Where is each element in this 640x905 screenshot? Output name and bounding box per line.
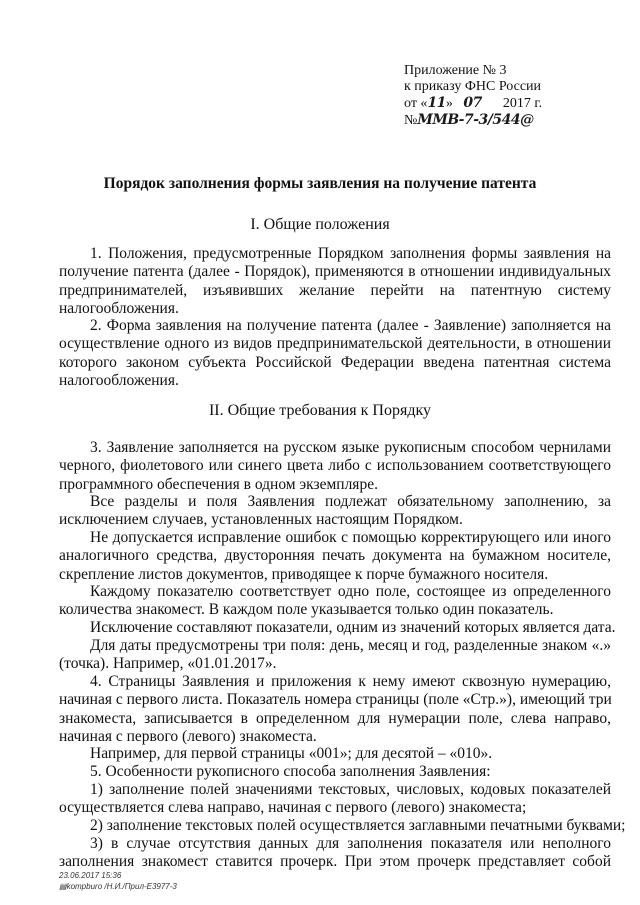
paragraph-14: 3) в случае отсутствия данных для заполнения показателя или неполного заполнения знакомест ставится прочерк. При этом прочерк представляет собой <box>59 835 611 871</box>
paragraph-12: 1) заполнение полей значениями текстовых, числовых, кодовых показателей осуществляется слева направо, начиная с первого (левого) знакоместа; <box>59 781 611 817</box>
appendix-number: Приложение № 3 <box>404 63 507 78</box>
footer-file-reference: ▤kompburo /Н.И./Прил-E3977-3 <box>59 882 177 891</box>
paragraph-4: Все разделы и поля Заявления подлежат обязательному заполнению, за исключением случаев, установленных настоящим Порядком. <box>59 493 611 529</box>
scan-footer <box>59 870 177 892</box>
paragraph-3: 3. Заявление заполняется на русском языке рукописным способом чернилами черного, фиолетового или синего цвета либо с использованием соответствующего программного обеспечения в одном экземпляре. <box>59 439 611 493</box>
paragraph-8: Для даты предусмотрены три поля: день, месяц и год, разделенные знаком «.» (точка). Например, «01.01.2017». <box>59 637 611 673</box>
paragraph-9: 4. Страницы Заявления и приложения к нему имеют сквозную нумерацию, начиная с первого листа. Показатель номера страницы (поле «Стр.»), имеющий три знакоместа, записывается в определенном для нумерации поле, слева направо, начиная с первого (левого) знакоместа. <box>59 673 612 746</box>
section-heading-general: I. Общие положения <box>250 216 390 233</box>
handwritten-month: 07 <box>463 95 482 111</box>
paragraph-10: Например, для первой страницы «001»; для десятой – «010». <box>90 745 493 762</box>
paragraph-2: 2. Форма заявления на получение патента (далее - Заявление) заполняется на осуществление одного из видов предпринимательской деятельности, в отношении которого законом субъекта Российской Федерации введена патентная система налогообложения. <box>59 317 611 390</box>
paragraph-6: Каждому показателю соответствует одно поле, состоящее из определенного количества знакомест. В каждом поле указывается только один показатель. <box>59 583 611 619</box>
document-icon: ▤ <box>59 882 67 891</box>
document-header <box>404 63 542 129</box>
paragraph-11: 5. Особенности рукописного способа заполнения Заявления: <box>90 763 491 780</box>
document-title: Порядок заполнения формы заявления на получение патента <box>103 175 537 192</box>
order-date: от «11» 07 2017 г. <box>404 95 543 111</box>
handwritten-day: 11 <box>427 95 446 111</box>
paragraph-13: 2) заполнение текстовых полей осуществляется заглавными печатными буквами; <box>90 817 626 834</box>
footer-timestamp: 23.06.2017 15:36 <box>59 871 122 880</box>
paragraph-5: Не допускается исправление ошибок с помощью корректирующего или иного аналогичного средства, двусторонняя печать документа на бумажном носителе, скрепление листов документов, приводящее к порче бумажного носителя. <box>59 529 611 583</box>
order-reference: к приказу ФНС России <box>404 79 542 94</box>
handwritten-order-number: ММВ-7-3/544@ <box>417 112 534 128</box>
paragraph-1: 1. Положения, предусмотренные Порядком заполнения формы заявления на получение патента (далее - Порядок), применяются в отношении индивидуальных предпринимателей, изъявивших желание перейти на патентную систему налогообложения. <box>59 245 611 318</box>
paragraph-7: Исключение составляют показатели, одним из значений которых является дата. <box>90 619 616 636</box>
order-number: №ММВ-7-3/544@ <box>404 112 534 128</box>
section-heading-requirements: II. Общие требования к Порядку <box>208 402 432 419</box>
